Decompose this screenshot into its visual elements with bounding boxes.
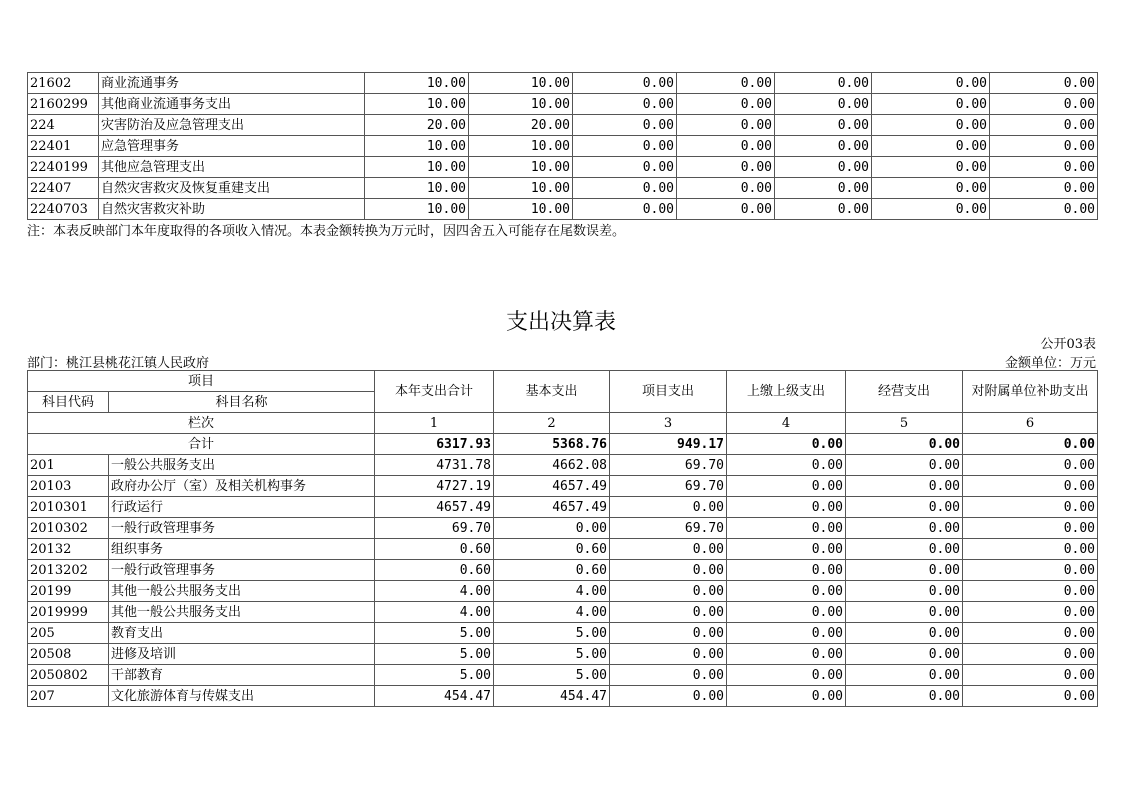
col-number: 3 (610, 413, 727, 434)
subject-code: 2050802 (28, 665, 109, 686)
amount-cell: 0.00 (872, 73, 990, 94)
amount-cell: 0.00 (990, 73, 1098, 94)
total-value: 949.17 (610, 434, 727, 455)
amount-cell: 0.00 (677, 115, 775, 136)
table-row (28, 623, 1098, 644)
table-row (28, 178, 1098, 199)
subject-name: 其他一般公共服务支出 (109, 602, 375, 623)
amount-cell: 69.70 (610, 476, 727, 497)
amount-cell: 4662.08 (494, 455, 610, 476)
amount-cell: 10.00 (469, 199, 573, 220)
col-number: 1 (375, 413, 494, 434)
amount-cell: 0.00 (573, 73, 677, 94)
amount-cell: 4657.49 (494, 497, 610, 518)
amount-cell: 0.00 (775, 178, 872, 199)
amount-cell: 69.70 (610, 455, 727, 476)
amount-cell: 4731.78 (375, 455, 494, 476)
subject-code: 224 (28, 115, 99, 136)
table-row (28, 581, 1098, 602)
subject-name: 干部教育 (109, 665, 375, 686)
amount-cell: 0.00 (677, 94, 775, 115)
amount-cell: 0.60 (375, 560, 494, 581)
amount-cell: 10.00 (365, 136, 469, 157)
table-row (28, 497, 1098, 518)
subject-name: 灾害防治及应急管理支出 (99, 115, 365, 136)
amount-cell: 0.00 (846, 581, 963, 602)
page-title: 支出决算表 (505, 310, 616, 335)
subject-code: 2160299 (28, 94, 99, 115)
table-row (28, 539, 1098, 560)
col-header-total: 本年支出合计 (375, 371, 494, 413)
amount-cell: 0.00 (846, 539, 963, 560)
amount-cell: 69.70 (375, 518, 494, 539)
amount-cell: 0.00 (775, 199, 872, 220)
subject-name: 组织事务 (109, 539, 375, 560)
subject-name: 进修及培训 (109, 644, 375, 665)
subject-name: 自然灾害救灾及恢复重建支出 (99, 178, 365, 199)
subject-code: 22401 (28, 136, 99, 157)
amount-cell: 5.00 (494, 644, 610, 665)
amount-cell: 0.00 (573, 115, 677, 136)
table-row (28, 199, 1098, 220)
subject-code: 2013202 (28, 560, 109, 581)
amount-cell: 0.00 (677, 178, 775, 199)
amount-cell: 69.70 (610, 518, 727, 539)
subject-code: 2019999 (28, 602, 109, 623)
amount-cell: 0.00 (846, 686, 963, 707)
amount-cell: 0.00 (610, 602, 727, 623)
amount-cell: 0.00 (963, 686, 1098, 707)
subject-code: 20508 (28, 644, 109, 665)
amount-cell: 10.00 (469, 73, 573, 94)
amount-cell: 0.00 (677, 136, 775, 157)
amount-cell: 0.00 (727, 539, 846, 560)
amount-cell: 0.00 (775, 73, 872, 94)
subject-code: 207 (28, 686, 109, 707)
subject-name: 应急管理事务 (99, 136, 365, 157)
subject-name: 商业流通事务 (99, 73, 365, 94)
subject-code: 205 (28, 623, 109, 644)
amount-cell: 0.60 (494, 539, 610, 560)
amount-cell: 0.00 (677, 157, 775, 178)
table-row (28, 686, 1098, 707)
total-label: 合计 (28, 434, 375, 455)
subject-name: 文化旅游体育与传媒支出 (109, 686, 375, 707)
col-number: 6 (963, 413, 1098, 434)
amount-cell: 10.00 (365, 157, 469, 178)
amount-cell: 0.00 (775, 94, 872, 115)
subject-code: 21602 (28, 73, 99, 94)
amount-cell: 454.47 (494, 686, 610, 707)
amount-cell: 0.00 (963, 560, 1098, 581)
amount-cell: 0.00 (872, 94, 990, 115)
table-row (28, 644, 1098, 665)
table-row (28, 136, 1098, 157)
amount-cell: 0.00 (963, 455, 1098, 476)
col-number: 4 (727, 413, 846, 434)
amount-cell: 10.00 (469, 178, 573, 199)
subject-code: 2240199 (28, 157, 99, 178)
amount-cell: 0.60 (494, 560, 610, 581)
expense-table (27, 370, 1098, 707)
table-row (28, 73, 1098, 94)
amount-cell: 0.00 (963, 581, 1098, 602)
amount-cell: 0.00 (990, 136, 1098, 157)
amount-cell: 5.00 (494, 623, 610, 644)
amount-cell: 0.00 (727, 455, 846, 476)
table-row (28, 476, 1098, 497)
table-row (28, 115, 1098, 136)
amount-cell: 0.00 (727, 602, 846, 623)
amount-cell: 0.00 (610, 581, 727, 602)
amount-cell: 0.00 (963, 665, 1098, 686)
amount-cell: 0.00 (727, 686, 846, 707)
amount-cell: 0.00 (846, 560, 963, 581)
amount-cell: 0.00 (610, 623, 727, 644)
amount-cell: 0.00 (963, 497, 1098, 518)
amount-cell: 0.00 (727, 476, 846, 497)
total-value: 0.00 (846, 434, 963, 455)
amount-cell: 4657.49 (375, 497, 494, 518)
amount-cell: 20.00 (469, 115, 573, 136)
amount-cell: 4.00 (375, 602, 494, 623)
amount-cell: 0.00 (727, 623, 846, 644)
subject-name: 其他一般公共服务支出 (109, 581, 375, 602)
amount-cell: 4.00 (494, 581, 610, 602)
col-number: 5 (846, 413, 963, 434)
header-name: 科目名称 (109, 392, 375, 413)
amount-cell: 0.00 (727, 581, 846, 602)
amount-cell: 0.00 (963, 518, 1098, 539)
total-value: 0.00 (963, 434, 1098, 455)
table-row (28, 560, 1098, 581)
amount-cell: 0.00 (963, 476, 1098, 497)
amount-cell: 0.00 (872, 178, 990, 199)
amount-cell: 0.00 (963, 623, 1098, 644)
amount-cell: 0.00 (846, 665, 963, 686)
amount-cell: 0.00 (677, 73, 775, 94)
total-value: 0.00 (727, 434, 846, 455)
department-label: 部门：桃江县桃花江镇人民政府 (27, 356, 210, 371)
table-row (28, 94, 1098, 115)
amount-cell: 0.00 (610, 665, 727, 686)
col-header-basic: 基本支出 (494, 371, 610, 413)
amount-cell: 4727.19 (375, 476, 494, 497)
amount-cell: 0.00 (846, 476, 963, 497)
table-row (28, 665, 1098, 686)
form-code: 公开03表 (1040, 337, 1096, 352)
table-row (28, 455, 1098, 476)
amount-cell: 5.00 (375, 644, 494, 665)
col-header-upper: 上缴上级支出 (727, 371, 846, 413)
amount-cell: 5.00 (494, 665, 610, 686)
subject-code: 201 (28, 455, 109, 476)
amount-cell: 0.00 (494, 518, 610, 539)
amount-cell: 10.00 (365, 199, 469, 220)
amount-cell: 0.00 (573, 136, 677, 157)
subject-code: 20103 (28, 476, 109, 497)
amount-cell: 0.00 (610, 497, 727, 518)
subject-name: 其他应急管理支出 (99, 157, 365, 178)
amount-cell: 10.00 (365, 94, 469, 115)
amount-cell: 0.00 (727, 560, 846, 581)
amount-cell: 0.00 (775, 115, 872, 136)
amount-cell: 0.00 (872, 136, 990, 157)
amount-cell: 0.00 (846, 602, 963, 623)
amount-cell: 0.00 (610, 644, 727, 665)
amount-cell: 0.00 (990, 178, 1098, 199)
amount-cell: 0.00 (846, 455, 963, 476)
subject-name: 一般行政管理事务 (109, 560, 375, 581)
subject-code: 20199 (28, 581, 109, 602)
amount-cell: 0.00 (727, 518, 846, 539)
header-code: 科目代码 (28, 392, 109, 413)
amount-cell: 0.00 (990, 115, 1098, 136)
subject-name: 行政运行 (109, 497, 375, 518)
amount-cell: 0.00 (775, 157, 872, 178)
amount-cell: 0.00 (727, 644, 846, 665)
table-note: 注：本表反映部门本年度取得的各项收入情况。本表金额转换为万元时，因四舍五入可能存在尾数误差。 (27, 224, 626, 239)
col-header-business: 经营支出 (846, 371, 963, 413)
income-table-continued (27, 72, 1098, 220)
amount-cell: 0.00 (573, 178, 677, 199)
amount-cell: 0.00 (872, 115, 990, 136)
total-value: 6317.93 (375, 434, 494, 455)
amount-cell: 4657.49 (494, 476, 610, 497)
amount-cell: 0.00 (990, 157, 1098, 178)
amount-cell: 0.00 (775, 136, 872, 157)
table-row (28, 518, 1098, 539)
amount-cell: 0.00 (727, 497, 846, 518)
subject-code: 2010301 (28, 497, 109, 518)
subject-code: 20132 (28, 539, 109, 560)
amount-cell: 0.00 (846, 644, 963, 665)
subject-name: 其他商业流通事务支出 (99, 94, 365, 115)
amount-cell: 0.00 (963, 602, 1098, 623)
amount-cell: 0.00 (727, 665, 846, 686)
amount-cell: 0.00 (872, 199, 990, 220)
amount-cell: 0.00 (872, 157, 990, 178)
header-project: 项目 (28, 371, 375, 392)
amount-cell: 4.00 (494, 602, 610, 623)
subject-code: 2240703 (28, 199, 99, 220)
amount-cell: 4.00 (375, 581, 494, 602)
col-header-project: 项目支出 (610, 371, 727, 413)
amount-cell: 0.00 (573, 94, 677, 115)
amount-cell: 0.60 (375, 539, 494, 560)
amount-cell: 0.00 (846, 518, 963, 539)
amount-cell: 10.00 (469, 157, 573, 178)
amount-cell: 10.00 (365, 178, 469, 199)
subject-name: 政府办公厅（室）及相关机构事务 (109, 476, 375, 497)
amount-cell: 0.00 (846, 497, 963, 518)
amount-cell: 10.00 (469, 94, 573, 115)
subject-name: 教育支出 (109, 623, 375, 644)
subject-name: 自然灾害救灾补助 (99, 199, 365, 220)
subject-code: 2010302 (28, 518, 109, 539)
col-header-subsidy: 对附属单位补助支出 (963, 371, 1098, 413)
subject-code: 22407 (28, 178, 99, 199)
table-row (28, 157, 1098, 178)
amount-cell: 0.00 (963, 644, 1098, 665)
subject-name: 一般行政管理事务 (109, 518, 375, 539)
col-number: 2 (494, 413, 610, 434)
amount-cell: 0.00 (990, 94, 1098, 115)
amount-unit-label: 金额单位：万元 (1004, 356, 1096, 371)
amount-cell: 0.00 (677, 199, 775, 220)
total-value: 5368.76 (494, 434, 610, 455)
amount-cell: 0.00 (573, 199, 677, 220)
amount-cell: 5.00 (375, 623, 494, 644)
subject-name: 一般公共服务支出 (109, 455, 375, 476)
amount-cell: 20.00 (365, 115, 469, 136)
row-label: 栏次 (28, 413, 375, 434)
amount-cell: 10.00 (469, 136, 573, 157)
table-row (28, 602, 1098, 623)
amount-cell: 10.00 (365, 73, 469, 94)
amount-cell: 0.00 (610, 560, 727, 581)
amount-cell: 0.00 (610, 686, 727, 707)
amount-cell: 5.00 (375, 665, 494, 686)
amount-cell: 0.00 (846, 623, 963, 644)
amount-cell: 0.00 (963, 539, 1098, 560)
amount-cell: 0.00 (990, 199, 1098, 220)
amount-cell: 0.00 (573, 157, 677, 178)
amount-cell: 0.00 (610, 539, 727, 560)
amount-cell: 454.47 (375, 686, 494, 707)
